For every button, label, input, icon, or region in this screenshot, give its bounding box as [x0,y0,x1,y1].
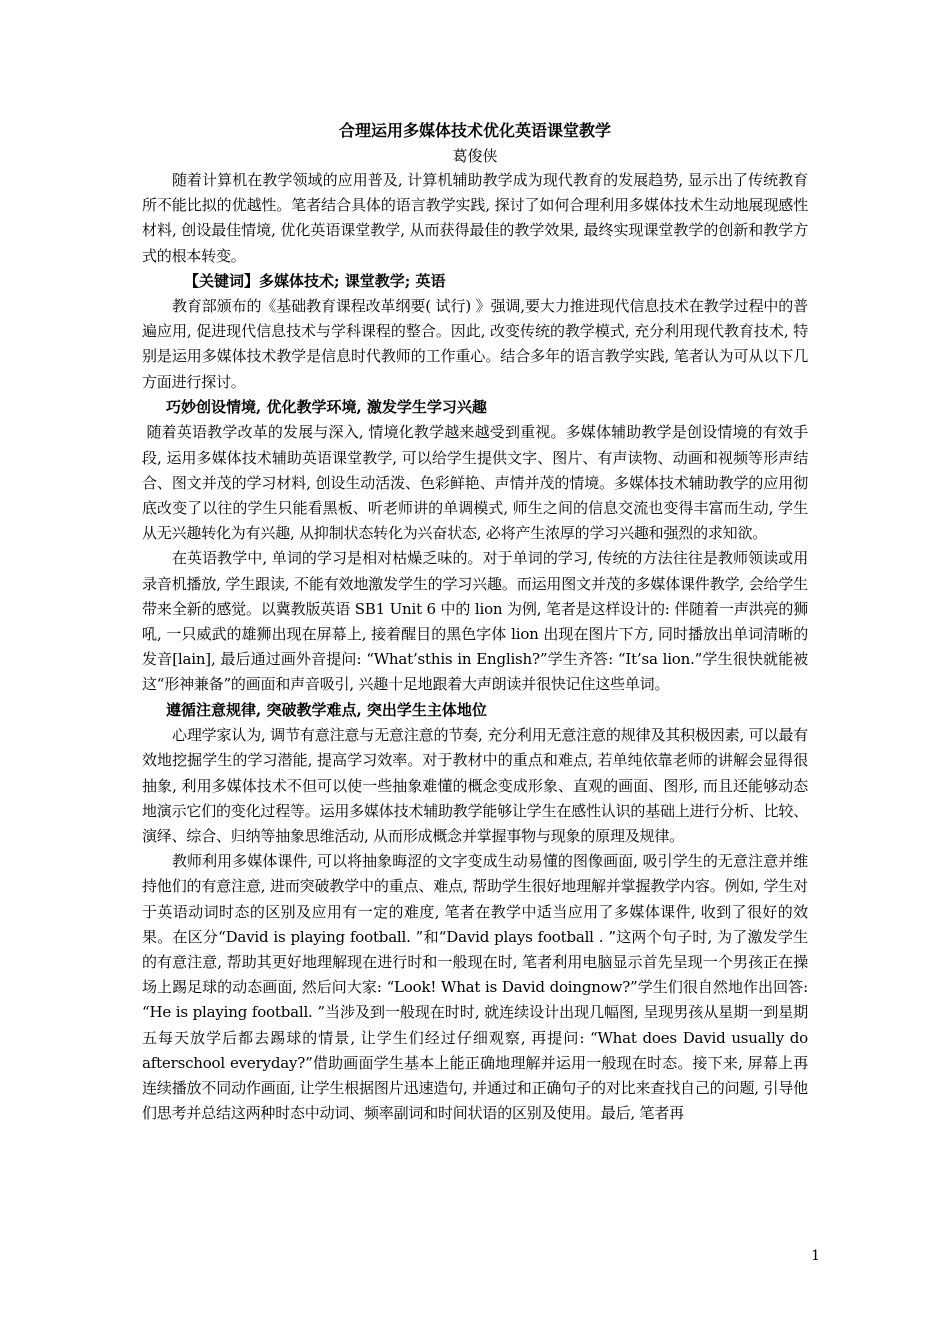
section-heading-2: 遵循注意规律, 突破教学难点, 突出学生主体地位 [166,700,487,719]
section-heading-1: 巧妙创设情境, 优化教学环境, 激发学生学习兴趣 [166,397,487,416]
document-body [142,118,808,1127]
abstract-paragraph: 随着计算机在教学领域的应用普及, 计算机辅助教学成为现代教育的发展趋势, 显示出了传统教育所不能比拟的优越性。笔者结合具体的语言教学实践, 探讨了如何合理利用多媒体技术生动地展现感性材料, 创设最佳情境, 优化英语课堂教学, 从而获得最佳的教学效果, 最终实现课堂教学的创新和教学方式的根本转变。 [142,171,808,265]
page-number: 1 [811,1248,820,1264]
document-author: 葛俊侠 [452,147,498,165]
section1-paragraph-1: 随着英语教学改革的发展与深入, 情境化教学越来越受到重视。多媒体辅助教学是创设情境的有效手段, 运用多媒体技术辅助英语课堂教学, 可以给学生提供文字、图片、有声读物、动画和视频等形声结合、图文并茂的学习材料, 创设生动活泼、色彩鲜艳、声情并茂的情境。多媒体技术辅助教学的应用彻底改变了以往的学生只能看黑板、听老师讲的单调模式, 师生之间的信息交流也变得丰富而生动, 学生从无兴趣转化为有兴趣, 从抑制状态转化为兴奋状态, 必将产生浓厚的学习兴趣和强烈的求知欲。 [142,423,808,543]
section1-paragraph-2: 在英语教学中, 单词的学习是相对枯燥乏味的。对于单词的学习, 传统的方法往往是教师领读或用录音机播放, 学生跟读, 不能有效地激发学生的学习兴趣。而运用图文并茂的多媒体课件教学, 会给学生带来全新的感觉。以冀教版英语 SB1 Unit 6 中的 lion 为例, 笔者是这样设计的: 伴随着一声洪亮的狮吼, 一只威武的雄狮出现在屏幕上, 接着醒目的黑色字体 lion 出现在图片下方, 同时播放出单词清晰的发音[lain], 最后通过画外音提问: “What’sthis in English?”学生齐答: “It’sa lion.”学生很快就能被这“形神兼备”的画面和声音吸引, 兴趣十足地跟着大声朗读并很快记住这些单词。 [142,549,808,694]
section2-paragraph-1: 心理学家认为, 调节有意注意与无意注意的节奏, 充分利用无意注意的规律及其积极因素, 可以最有效地挖掘学生的学习潜能, 提高学习效率。对于教材中的重点和难点, 若单纯依靠老师的讲解会显得很抽象, 利用多媒体技术不但可以使一些抽象难懂的概念变成形象、直观的画面、图形, 而且还能够动态地演示它们的变化过程等。运用多媒体技术辅助教学能够让学生在感性认识的基础上进行分析、比较、演绎、综合、归纳等抽象思维活动, 从而形成概念并掌握事物与现象的原理及规律。 [142,726,809,846]
document-title: 合理运用多媒体技术优化英语课堂教学 [338,121,611,140]
intro-paragraph: 教育部颁布的《基础教育课程改革纲要( 试行) 》强调,要大力推进现代信息技术在教学过程中的普遍应用, 促进现代信息技术与学科课程的整合。因此, 改变传统的教学模式, 充分利用现代教育技术, 特别是运用多媒体技术教学是信息时代教师的工作重心。结合多年的语言教学实践, 笔者认为可从以下几方面进行探讨。 [142,297,808,391]
section2-paragraph-2: 教师利用多媒体课件, 可以将抽象晦涩的文字变成生动易懂的图像画面, 吸引学生的无意注意并维持他们的有意注意, 进而突破教学中的重点、难点, 帮助学生很好地理解并掌握教学内容。例如, 学生对于英语动词时态的区别及应用有一定的难度, 笔者在教学中适当应用了多媒体课件, 收到了很好的效果。在区分“David is playing football. ”和“David plays football . ”这两个句子时, 为了激发学生的有意注意, 帮助其更好地理解现在进行时和一般现在时, 笔者利用电脑显示首先呈现一个男孩正在操场上踢足球的动态画面, 然后问大家: “Look! What is David doingnow?”学生们很自然地作出回答: “He is playing football. ”当涉及到一般现在时时, 就连续设计出现几幅图, 呈现男孩从星期一到星期五每天放学后都去踢球的情景, 让学生们经过仔细观察, 再提问: “What does David usually do afterschool everyday?”借助画面学生基本上能正确地理解并运用一般现在时态。接下来, 屏幕上再连续播放不同动作画面, 让学生根据图片迅速造句, 并通过和正确句子的对比来查找自己的问题, 引导他们思考并总结这两种时态中动词、频率副词和时间状语的区别及使用。最后, 笔者再 [142,852,808,1123]
keywords-line: 【关键词】多媒体技术; 课堂教学; 英语 [184,271,446,290]
